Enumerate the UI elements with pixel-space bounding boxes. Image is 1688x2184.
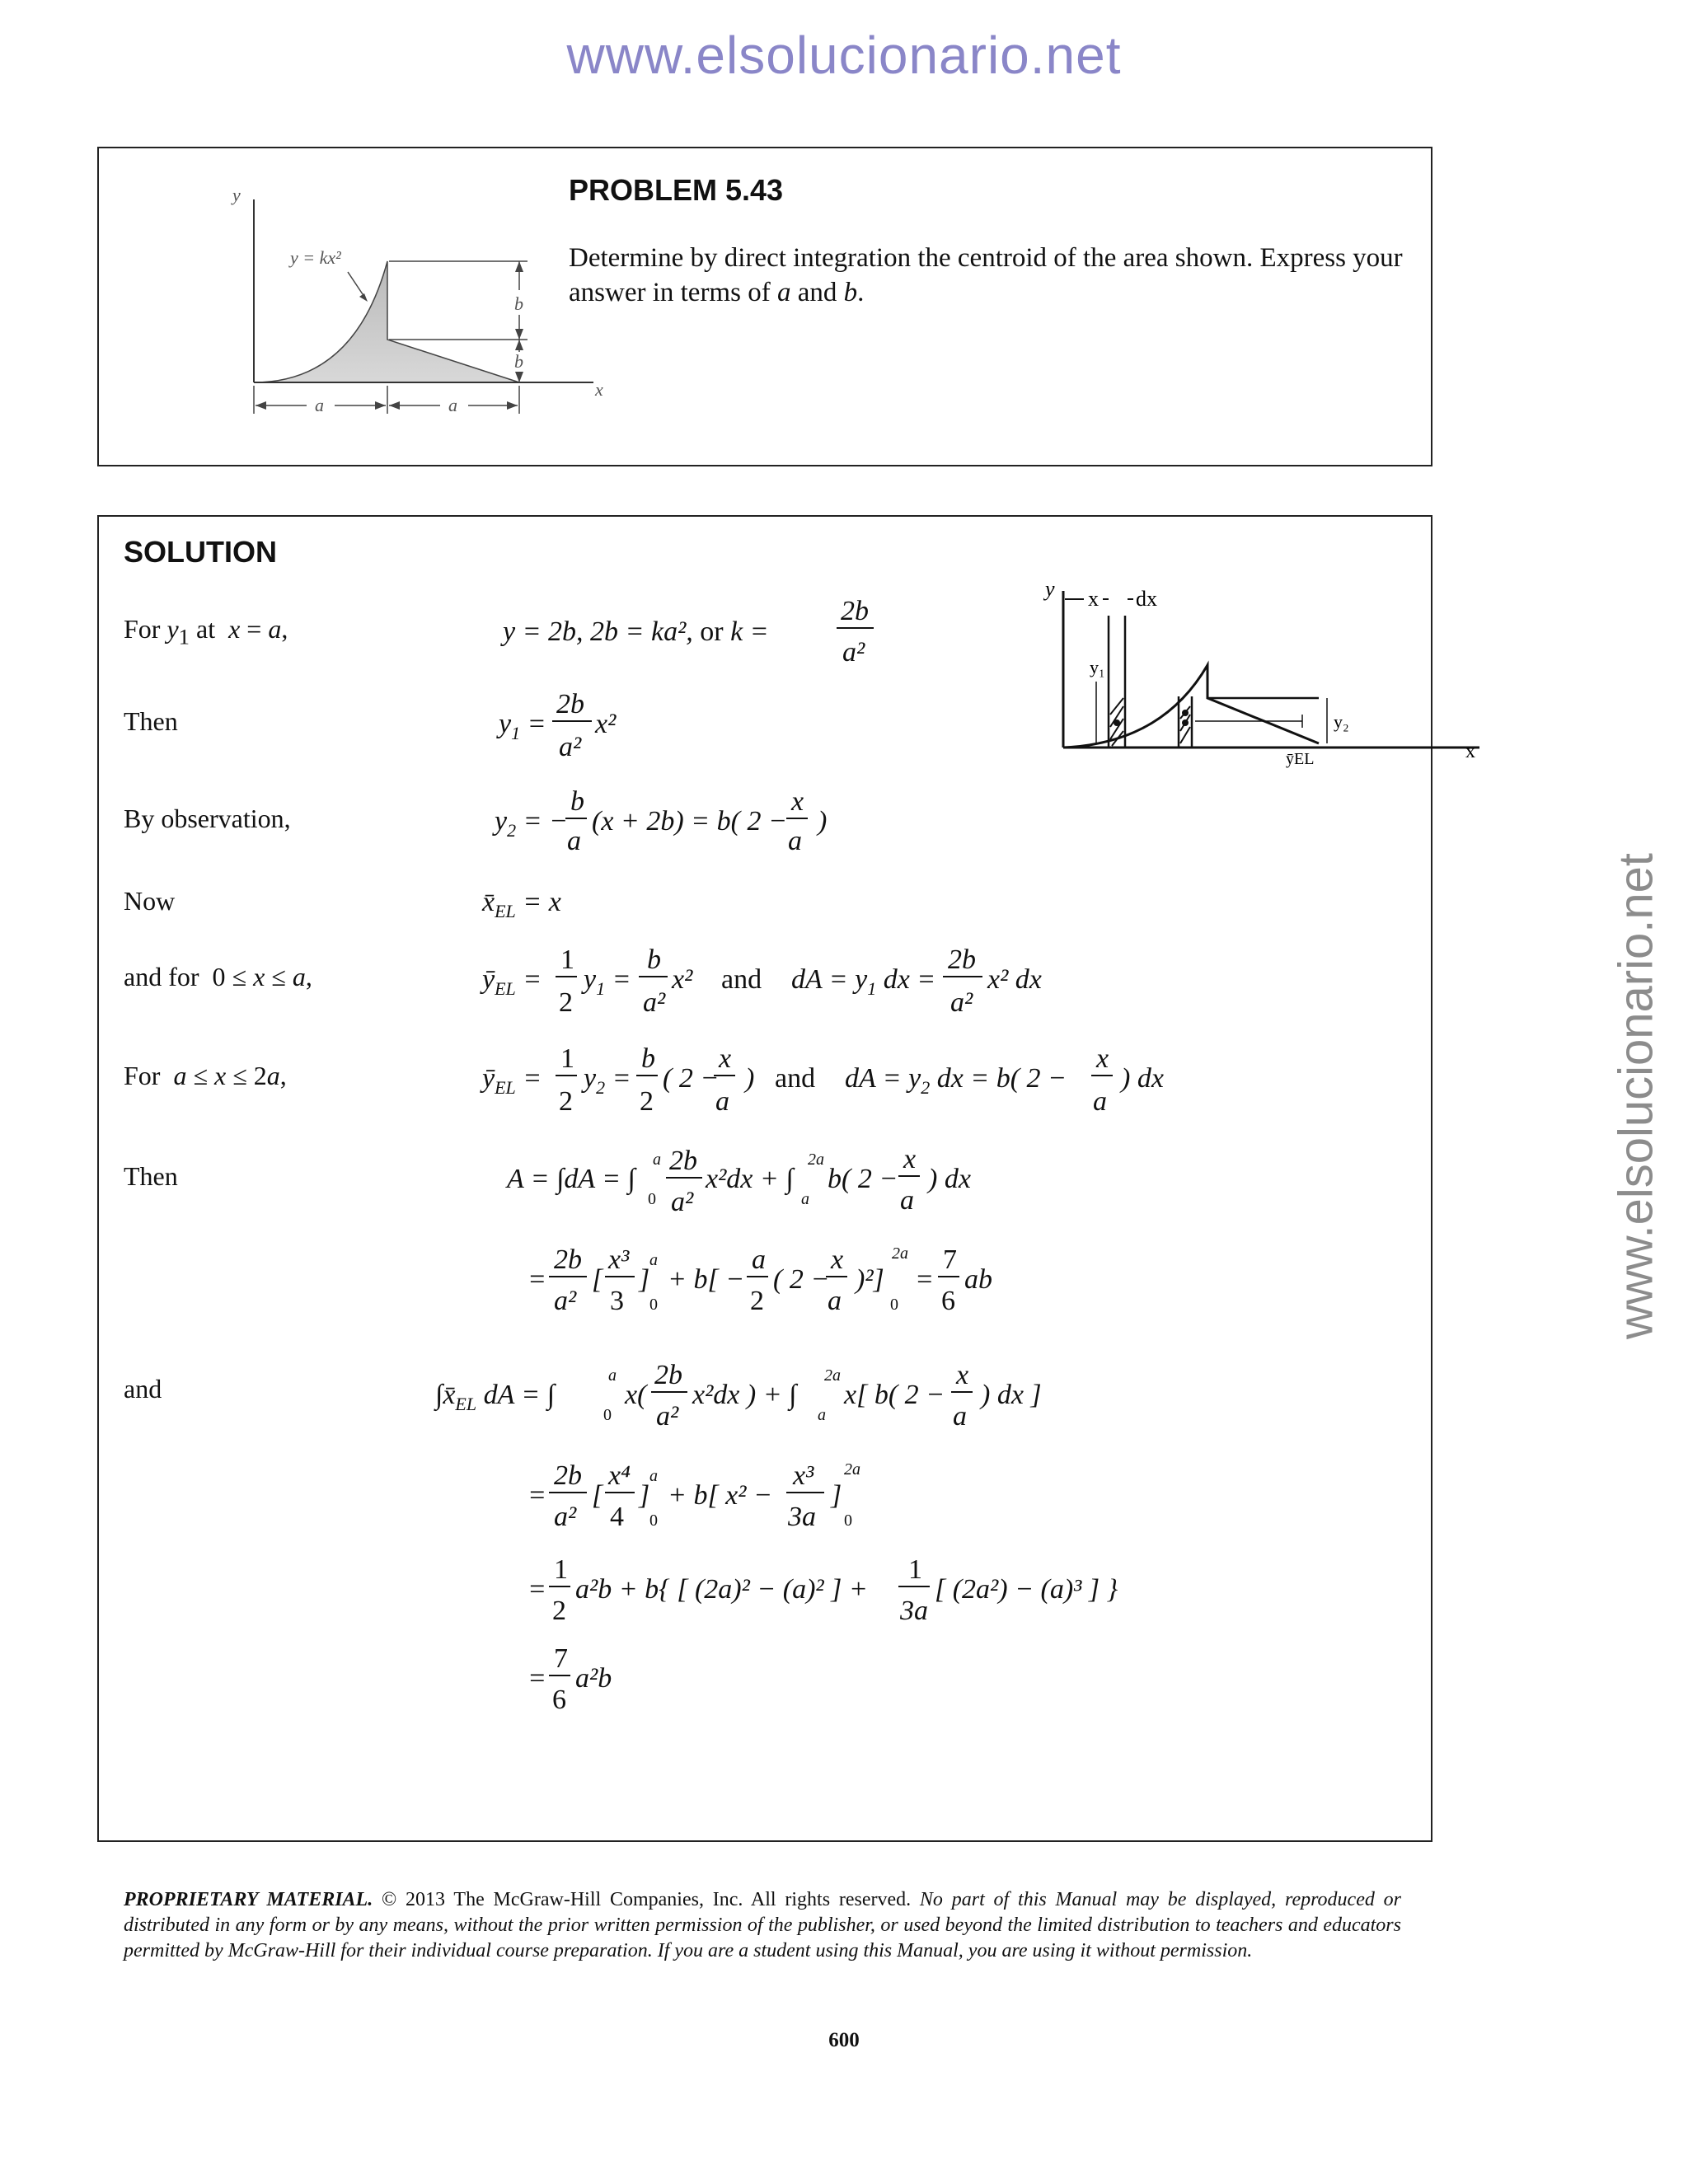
svg-text:1: 1 — [560, 944, 574, 975]
svg-text:3a: 3a — [900, 1596, 928, 1626]
svg-text:y = 2b, 2b = ka², or k =: y = 2b, 2b = ka², or k = — [503, 616, 769, 647]
svg-text:a: a — [448, 395, 457, 415]
svg-text:y1 =: $y_1$ = — [499, 709, 546, 743]
svg-text:a²: a² — [842, 637, 865, 668]
svg-text:=: = — [528, 1264, 546, 1295]
svg-text:b: b — [570, 786, 584, 817]
svg-text:0: 0 — [890, 1296, 898, 1314]
svg-text:a: a — [752, 1244, 766, 1275]
svg-text:6: 6 — [552, 1685, 566, 1715]
svg-text:b: b — [514, 351, 523, 372]
svg-text:): ) — [745, 1063, 755, 1094]
svg-text:x: x — [719, 1043, 732, 1074]
svg-text:ȳEL =: $ȳ_{EL}$ = — [482, 964, 542, 999]
row-label-2: Then — [124, 706, 178, 736]
svg-text:a: a — [953, 1401, 967, 1432]
svg-text:a²: a² — [671, 1187, 694, 1217]
svg-text:x²dx ) + ∫: x²dx ) + ∫ — [692, 1380, 797, 1410]
row-label-1: For $y_1$ at x = a, — [124, 614, 288, 649]
svg-text:x⁴: x⁴ — [608, 1460, 631, 1491]
svg-text:2b: 2b — [948, 944, 976, 975]
row-label-7: Then — [124, 1161, 178, 1191]
svg-text:y₁: y₁ — [1090, 657, 1105, 677]
svg-text:x̄EL = x: $x̄_{EL} = x$ — [482, 887, 561, 921]
svg-text:4: 4 — [610, 1502, 624, 1532]
svg-text:2: 2 — [552, 1596, 566, 1626]
svg-text:x: x — [791, 786, 804, 817]
solution-box — [97, 515, 1475, 1842]
svg-text:dx: dx — [1136, 587, 1157, 611]
svg-text:x² dx: x² dx — [987, 964, 1042, 995]
svg-text:+ b[ −: + b[ − — [668, 1264, 745, 1295]
svg-text:0: 0 — [649, 1296, 658, 1314]
svg-text:x: x — [831, 1244, 844, 1275]
row-label-6: For a ≤ x ≤ 2a, — [124, 1061, 287, 1090]
svg-text:2a: 2a — [844, 1460, 860, 1479]
svg-text:( 2 −: ( 2 − — [663, 1063, 720, 1094]
svg-text:x³: x³ — [793, 1460, 814, 1491]
svg-text:=: = — [528, 1663, 546, 1694]
shaded-area — [254, 261, 519, 382]
svg-text:)²]: )²] — [856, 1264, 884, 1295]
svg-text:x: x — [1088, 587, 1099, 611]
curve-label: y = kx² — [290, 247, 341, 268]
svg-text:a²: a² — [559, 732, 582, 762]
copyright-footer — [124, 1887, 1401, 1964]
svg-text:and: and — [775, 1063, 816, 1094]
svg-text:x(: x( — [625, 1380, 647, 1410]
row-label-8: and — [124, 1374, 162, 1404]
svg-text:=: = — [528, 1574, 546, 1605]
svg-text:2a: 2a — [824, 1366, 841, 1385]
svg-text:2b: 2b — [654, 1360, 682, 1390]
svg-text:b: b — [514, 293, 523, 314]
svg-text:a: a — [900, 1185, 914, 1216]
svg-text:2a: 2a — [808, 1151, 824, 1169]
svg-text:0: 0 — [649, 1511, 658, 1530]
svg-text:x³: x³ — [608, 1244, 630, 1275]
svg-text:) dx: ) dx — [928, 1164, 971, 1194]
svg-text:[: [ — [592, 1264, 603, 1295]
svg-text:=: = — [915, 1264, 934, 1295]
svg-text:a: a — [653, 1151, 661, 1169]
svg-text:7: 7 — [943, 1244, 957, 1275]
svg-text:): ) — [818, 806, 828, 837]
svg-text:a²b + b{ [ (2a)² − (a)² ] +: a²b + b{ [ (2a)² − (a)² ] + — [575, 1574, 868, 1605]
svg-text:a: a — [828, 1286, 842, 1316]
svg-text:b( 2 −: b( 2 − — [828, 1164, 898, 1194]
svg-text:2b: 2b — [554, 1244, 582, 1275]
svg-text:0: 0 — [844, 1511, 852, 1530]
svg-text:ȳEL =: $ȳ_{EL}$ = — [482, 1063, 542, 1098]
svg-text:7: 7 — [554, 1643, 568, 1674]
svg-text:2b: 2b — [556, 689, 584, 719]
solution-title: SOLUTION — [124, 535, 277, 569]
svg-text:y₂: y₂ — [1334, 711, 1349, 732]
svg-text:a²: a² — [554, 1502, 577, 1532]
svg-text:2: 2 — [559, 987, 573, 1018]
svg-text:x: x — [903, 1144, 917, 1174]
svg-text:a: a — [567, 826, 581, 856]
x-axis-label: x — [595, 379, 603, 400]
svg-text:dA = y1 dx =: dA = $y_1$ dx = — [791, 964, 936, 999]
svg-text:a²b: a²b — [575, 1663, 612, 1694]
svg-text:0: 0 — [603, 1406, 612, 1424]
svg-text:) dx ]: ) dx ] — [981, 1380, 1042, 1410]
svg-text:∫x̄EL dA = ∫: $\int x̄_{EL}$ dA = ∫ — [435, 1380, 556, 1414]
svg-text:2b: 2b — [841, 596, 869, 626]
footer-normal: © 2013 The McGraw-Hill Companies, Inc. All rights reserved. — [373, 1889, 912, 1910]
row-label-4: Now — [124, 886, 176, 916]
problem-title: PROBLEM 5.43 — [569, 173, 784, 207]
svg-text:2: 2 — [559, 1086, 573, 1117]
svg-text:]: ] — [639, 1480, 650, 1511]
problem-figure — [132, 166, 610, 455]
svg-text:(x + 2b) = b( 2 −: (x + 2b) = b( 2 − — [592, 806, 787, 837]
svg-text:2: 2 — [750, 1286, 764, 1316]
svg-text:a: a — [649, 1251, 658, 1269]
svg-text:a: a — [715, 1086, 729, 1117]
svg-text:a²: a² — [656, 1401, 679, 1432]
svg-text:x²: x² — [672, 964, 693, 995]
svg-text:b: b — [641, 1043, 655, 1074]
svg-text:ab: ab — [964, 1264, 992, 1295]
svg-text:2: 2 — [640, 1086, 654, 1117]
svg-text:+ b[ x² −: + b[ x² − — [668, 1480, 772, 1511]
row-label-3: By observation, — [124, 804, 291, 833]
svg-text:a²: a² — [950, 987, 973, 1018]
svg-text:ȳEL: ȳEL — [1286, 750, 1315, 768]
page-number: 600 — [828, 2029, 860, 2051]
svg-text:3: 3 — [610, 1286, 624, 1316]
svg-text:x: x — [956, 1360, 969, 1390]
svg-text:1: 1 — [560, 1043, 574, 1074]
row-label-5: and for 0 ≤ x ≤ a, — [124, 962, 312, 991]
svg-text:=: = — [528, 1480, 546, 1511]
svg-text:A = ∫dA = ∫: A = ∫dA = ∫ — [507, 1164, 635, 1194]
svg-text:a: a — [818, 1406, 826, 1424]
equations — [99, 517, 1431, 1840]
svg-text:a: a — [788, 826, 802, 856]
svg-text:a: a — [1093, 1086, 1107, 1117]
svg-text:y2 =: $y_2$ = — [584, 1063, 631, 1098]
y-axis-label: y — [232, 185, 241, 205]
svg-text:) dx: ) dx — [1121, 1063, 1164, 1094]
svg-text:2b: 2b — [554, 1460, 582, 1491]
footer-italic: No part of this Manual may be displayed, reproduced or distributed in any form or by any means, without the prior written permission of the publisher, or used beyond the limited distribution to teachers and educators permitted by McGraw-Hill for their individual course preparation. If you are a student using this Manual, you are using it without permission. — [124, 1889, 1401, 1961]
svg-text:x: x — [1465, 741, 1475, 762]
svg-text:2b: 2b — [669, 1146, 697, 1176]
problem-box — [97, 147, 1432, 466]
svg-text:6: 6 — [941, 1286, 955, 1316]
svg-text:]: ] — [831, 1480, 842, 1511]
svg-text:a: a — [315, 395, 324, 415]
svg-text:dA = y2 dx = b( 2 −: dA = $y_2$ dx = b( 2 − — [845, 1063, 1067, 1098]
svg-text:a: a — [608, 1366, 617, 1385]
svg-text:[ (2a²) − (a)³ ] }: [ (2a²) − (a)³ ] } — [935, 1574, 1118, 1605]
problem-statement: Determine by direct integration the centroid of the area shown. Express your answer in terms of a and b. — [569, 243, 1403, 307]
footer-lead: PROPRIETARY MATERIAL. — [124, 1889, 373, 1910]
svg-text:a: a — [649, 1467, 658, 1485]
svg-text:( 2 −: ( 2 − — [773, 1264, 830, 1295]
svg-text:2a: 2a — [892, 1244, 908, 1263]
svg-text:a²: a² — [643, 987, 666, 1018]
svg-text:[: [ — [592, 1480, 603, 1511]
svg-text:y1 =: $y_1$ = — [584, 964, 631, 999]
svg-text:x²: x² — [595, 709, 617, 739]
svg-text:a²: a² — [554, 1286, 577, 1316]
svg-text:y2 = −: $y_2$ = − — [495, 806, 568, 841]
svg-text:b: b — [647, 944, 661, 975]
svg-text:y: y — [1045, 577, 1055, 601]
svg-text:x: x — [1096, 1043, 1109, 1074]
svg-text:x²dx + ∫: x²dx + ∫ — [706, 1164, 794, 1194]
svg-text:a: a — [801, 1190, 809, 1208]
svg-text:1: 1 — [554, 1554, 568, 1585]
svg-text:1: 1 — [908, 1554, 922, 1585]
svg-text:0: 0 — [648, 1190, 656, 1208]
watermark-side[interactable]: www.elsolucionario.net — [1609, 853, 1663, 1339]
svg-text:and: and — [721, 964, 762, 995]
watermark-top[interactable]: www.elsolucionario.net — [566, 26, 1122, 85]
svg-text:]: ] — [639, 1264, 650, 1295]
svg-text:3a: 3a — [788, 1502, 816, 1532]
svg-text:x[ b( 2 −: x[ b( 2 − — [844, 1380, 945, 1410]
